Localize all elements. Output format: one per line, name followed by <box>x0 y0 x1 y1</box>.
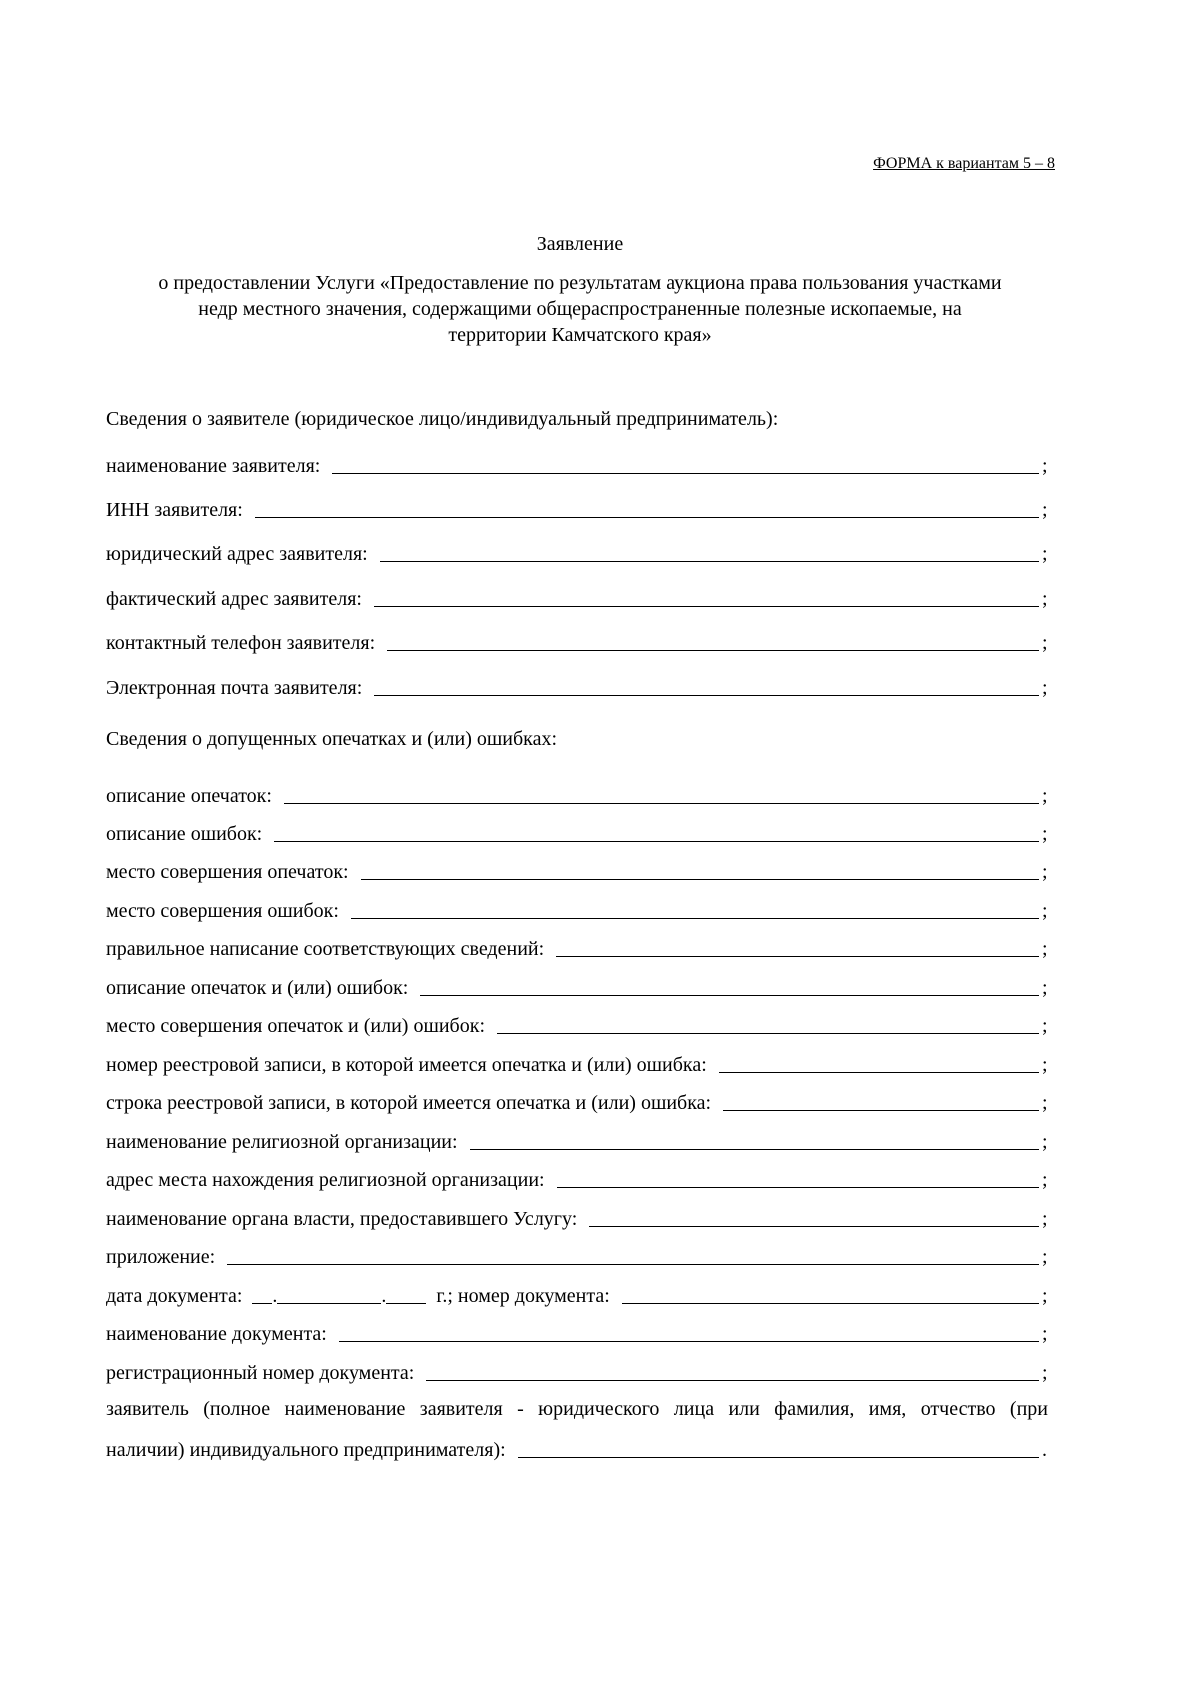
fill-in-line[interactable] <box>374 695 1039 696</box>
field-terminator: ; <box>1042 1285 1048 1307</box>
field-label: наименование заявителя: <box>106 455 321 477</box>
field-label: Электронная почта заявителя: <box>106 677 363 699</box>
subtitle-line: недр местного значения, содержащими общераспространенные полезные ископаемые, на <box>198 298 962 320</box>
field-applicant-inn <box>106 496 1048 522</box>
document-title: Заявление <box>536 233 624 255</box>
field-terminator: ; <box>1042 543 1048 565</box>
field-label: фактический адрес заявителя: <box>106 588 362 610</box>
field-label: описание опечаток: <box>106 785 272 807</box>
field-terminator: ; <box>1042 900 1048 922</box>
field-label: описание опечаток и (или) ошибок: <box>106 977 409 999</box>
field-label: наименование религиозной организации: <box>106 1131 458 1153</box>
fill-in-line[interactable] <box>387 650 1039 651</box>
field-typo-error-description <box>106 974 1048 1000</box>
field-label: приложение: <box>106 1246 216 1268</box>
fill-in-line[interactable] <box>556 956 1039 957</box>
field-terminator: ; <box>1042 823 1048 845</box>
fill-in-line[interactable] <box>339 1341 1039 1342</box>
signature-label-line: заявитель (полное наименование заявителя - юридического лица или фамилия, имя, отчество (при <box>106 1398 1048 1420</box>
field-label: номер реестровой записи, в которой имеется опечатка и (или) ошибка: <box>106 1054 707 1076</box>
date-month-line[interactable] <box>277 1303 381 1304</box>
date-separator: . <box>272 1285 278 1307</box>
field-document-name <box>106 1320 1048 1346</box>
fill-in-line[interactable] <box>426 1380 1039 1381</box>
field-error-location <box>106 897 1048 923</box>
field-document-date-number <box>106 1282 1048 1308</box>
field-label: наименование документа: <box>106 1323 327 1345</box>
field-religious-org-address <box>106 1166 1048 1192</box>
field-label: правильное написание соответствующих сведений: <box>106 938 545 960</box>
subtitle-line: территории Камчатского края» <box>448 324 712 346</box>
field-legal-address <box>106 540 1048 566</box>
field-terminator: ; <box>1042 677 1048 699</box>
field-error-description <box>106 820 1048 846</box>
form-variant-label: ФОРМА к вариантам 5 – 8 <box>873 155 1055 172</box>
fill-in-line[interactable] <box>227 1264 1039 1265</box>
field-terminator: ; <box>1042 1323 1048 1345</box>
field-applicant-signature <box>106 1436 1048 1462</box>
field-typo-description <box>106 782 1048 808</box>
fill-in-line[interactable] <box>589 1226 1039 1227</box>
fill-in-line[interactable] <box>719 1072 1039 1073</box>
fill-in-line[interactable] <box>518 1457 1039 1458</box>
field-correct-spelling <box>106 935 1048 961</box>
field-document-reg-number <box>106 1359 1048 1385</box>
field-terminator: ; <box>1042 588 1048 610</box>
field-label: ИНН заявителя: <box>106 499 243 521</box>
field-attachment <box>106 1243 1048 1269</box>
fill-in-line[interactable] <box>351 918 1039 919</box>
field-actual-address <box>106 585 1048 611</box>
field-label: место совершения опечаток: <box>106 861 349 883</box>
field-registry-record-number <box>106 1051 1048 1077</box>
field-label: юридический адрес заявителя: <box>106 543 368 565</box>
errors-section-heading: Сведения о допущенных опечатках и (или) ошибках: <box>106 728 558 750</box>
date-label: дата документа: <box>106 1285 243 1307</box>
fill-in-line[interactable] <box>420 995 1039 996</box>
field-label: место совершения опечаток и (или) ошибок: <box>106 1015 486 1037</box>
date-day-line[interactable] <box>252 1303 272 1304</box>
fill-in-line[interactable] <box>255 517 1039 518</box>
field-applicant-name <box>106 452 1048 478</box>
fill-in-line[interactable] <box>497 1033 1039 1034</box>
field-religious-org-name <box>106 1128 1048 1154</box>
field-typo-location <box>106 858 1048 884</box>
field-terminator: ; <box>1042 938 1048 960</box>
date-year-line[interactable] <box>386 1303 426 1304</box>
field-label: регистрационный номер документа: <box>106 1362 415 1384</box>
applicant-section-heading: Сведения о заявителе (юридическое лицо/индивидуальный предприниматель): <box>106 408 779 430</box>
fill-in-line[interactable] <box>361 879 1039 880</box>
document-number-line[interactable] <box>622 1303 1039 1304</box>
field-terminator: . <box>1042 1439 1047 1461</box>
field-terminator: ; <box>1042 1015 1048 1037</box>
subtitle-line: о предоставлении Услуги «Предоставление по результатам аукциона права пользования участками <box>158 272 1002 294</box>
field-contact-phone <box>106 629 1048 655</box>
date-separator: . <box>381 1285 387 1307</box>
field-label: место совершения ошибок: <box>106 900 339 922</box>
fill-in-line[interactable] <box>374 606 1039 607</box>
field-terminator: ; <box>1042 1131 1048 1153</box>
fill-in-line[interactable] <box>557 1187 1039 1188</box>
document-subtitle <box>106 270 1054 348</box>
document-number-label: г.; номер документа: <box>436 1285 610 1307</box>
field-email <box>106 674 1048 700</box>
field-label: строка реестровой записи, в которой имеется опечатка и (или) ошибка: <box>106 1092 712 1114</box>
field-terminator: ; <box>1042 861 1048 883</box>
field-terminator: ; <box>1042 1246 1048 1268</box>
fill-in-line[interactable] <box>470 1149 1039 1150</box>
fill-in-line[interactable] <box>723 1110 1039 1111</box>
field-terminator: ; <box>1042 455 1048 477</box>
field-typo-error-location <box>106 1012 1048 1038</box>
field-terminator: ; <box>1042 1092 1048 1114</box>
fill-in-line[interactable] <box>380 561 1039 562</box>
field-terminator: ; <box>1042 977 1048 999</box>
field-label: адрес места нахождения религиозной организации: <box>106 1169 545 1191</box>
fill-in-line[interactable] <box>274 841 1039 842</box>
field-registry-record-line <box>106 1089 1048 1115</box>
field-terminator: ; <box>1042 632 1048 654</box>
field-terminator: ; <box>1042 785 1048 807</box>
field-terminator: ; <box>1042 1362 1048 1384</box>
field-label: наличии) индивидуального предпринимателя): <box>106 1439 506 1461</box>
fill-in-line[interactable] <box>284 803 1039 804</box>
field-label: наименование органа власти, предоставившего Услугу: <box>106 1208 578 1230</box>
field-authority-name <box>106 1205 1048 1231</box>
field-terminator: ; <box>1042 1169 1048 1191</box>
field-label: контактный телефон заявителя: <box>106 632 376 654</box>
field-terminator: ; <box>1042 1208 1048 1230</box>
field-label: описание ошибок: <box>106 823 263 845</box>
field-terminator: ; <box>1042 499 1048 521</box>
field-terminator: ; <box>1042 1054 1048 1076</box>
fill-in-line[interactable] <box>332 473 1039 474</box>
